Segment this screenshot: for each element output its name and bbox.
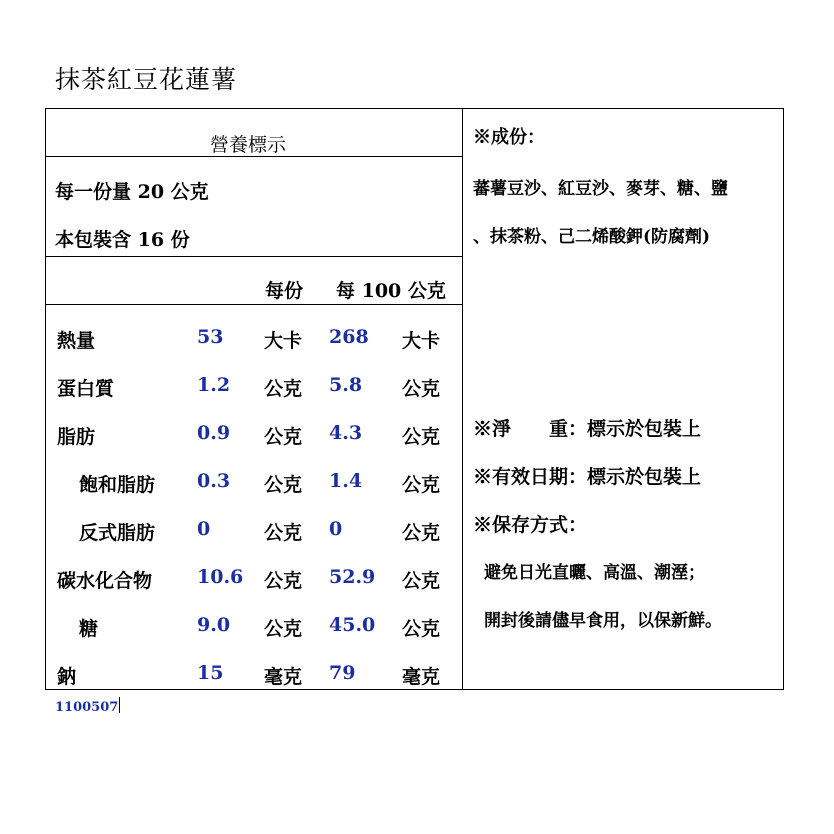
product-code-text: 1100507 <box>55 700 119 715</box>
serving-size: 每一份量 20 公克 <box>55 181 209 203</box>
per-100g-value: 79 <box>329 662 356 684</box>
per-100g-value: 268 <box>329 326 369 348</box>
product-title <box>55 60 237 96</box>
nutrient-name: 鈉 <box>57 666 77 688</box>
per-100g-unit: 公克 <box>402 474 441 496</box>
nutrient-name: 反式脂肪 <box>79 522 156 544</box>
per-serving-unit: 大卡 <box>264 330 303 352</box>
per-serving-value: 0 <box>197 518 211 540</box>
per-100g-unit: 公克 <box>402 426 441 448</box>
per-100g-value: 1.4 <box>329 470 363 492</box>
column-header-divider <box>45 304 463 305</box>
column-divider <box>462 108 463 690</box>
nutrition-header: 營養標示 <box>210 134 287 156</box>
per-serving-value: 9.0 <box>197 614 231 636</box>
product-title-text: 抹茶紅豆花蓮薯 <box>55 65 238 94</box>
storage-line-1: 避免日光直曬、高溫、潮溼； <box>484 563 705 583</box>
nutrient-name: 飽和脂肪 <box>79 474 156 496</box>
col-per-serving: 每份 <box>265 280 304 302</box>
per-serving-value: 53 <box>197 326 224 348</box>
col-per-100g: 每 100 公克 <box>336 280 446 302</box>
serving-divider <box>45 256 463 257</box>
per-serving-unit: 毫克 <box>264 666 303 688</box>
ingredients-line-2: 、抹茶粉、己二烯酸鉀(防腐劑) <box>473 227 711 247</box>
per-serving-value: 0.3 <box>197 470 231 492</box>
per-100g-unit: 公克 <box>402 570 441 592</box>
per-serving-unit: 公克 <box>264 474 303 496</box>
per-100g-value: 4.3 <box>329 422 363 444</box>
per-serving-value: 15 <box>197 662 224 684</box>
per-serving-unit: 公克 <box>264 426 303 448</box>
ingredients-line-1: 蕃薯豆沙、紅豆沙、麥芽、糖、鹽 <box>473 179 728 199</box>
per-serving-unit: 公克 <box>264 570 303 592</box>
per-serving-value: 0.9 <box>197 422 231 444</box>
product-code <box>55 697 120 715</box>
net-weight: ※淨 重：標示於包裝上 <box>473 418 702 440</box>
storage-line-2: 開封後請儘早食用，以保新鮮。 <box>484 611 722 631</box>
per-serving-value: 10.6 <box>197 566 244 588</box>
expiry-date: ※有效日期：標示於包裝上 <box>473 466 702 488</box>
nutrient-name: 碳水化合物 <box>57 570 153 592</box>
per-100g-value: 45.0 <box>329 614 376 636</box>
per-100g-value: 5.8 <box>329 374 363 396</box>
per-serving-unit: 公克 <box>264 618 303 640</box>
storage-heading: ※保存方式： <box>473 514 588 536</box>
nutrient-name: 熱量 <box>57 330 96 352</box>
ingredients-heading: ※成份： <box>473 127 545 148</box>
servings-per-package: 本包裝含 16 份 <box>55 229 190 251</box>
per-serving-unit: 公克 <box>264 522 303 544</box>
per-100g-value: 52.9 <box>329 566 376 588</box>
per-100g-unit: 大卡 <box>402 330 441 352</box>
per-100g-value: 0 <box>329 518 343 540</box>
text-cursor <box>119 697 120 713</box>
per-serving-unit: 公克 <box>264 378 303 400</box>
per-100g-unit: 毫克 <box>402 666 441 688</box>
per-serving-value: 1.2 <box>197 374 231 396</box>
nutrient-name: 蛋白質 <box>57 378 115 400</box>
per-100g-unit: 公克 <box>402 618 441 640</box>
nutrient-name: 糖 <box>79 618 99 640</box>
per-100g-unit: 公克 <box>402 522 441 544</box>
per-100g-unit: 公克 <box>402 378 441 400</box>
nutrient-name: 脂肪 <box>57 426 96 448</box>
